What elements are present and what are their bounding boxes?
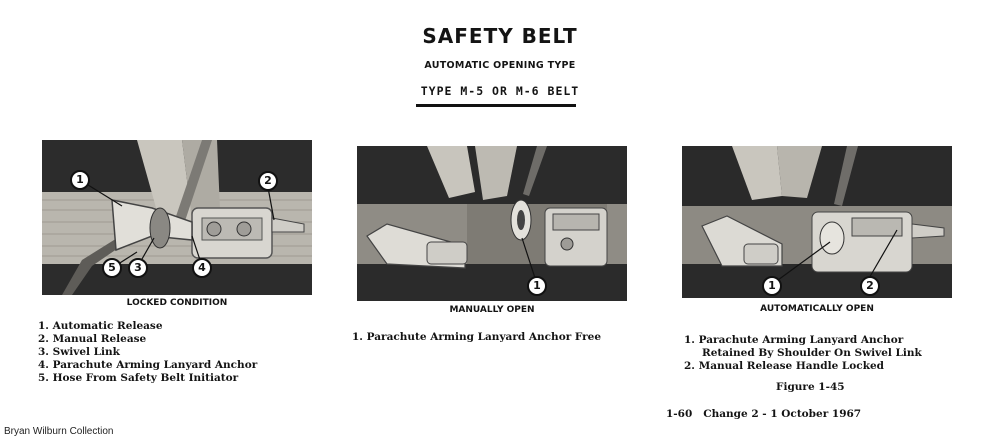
legend-item: 3. Swivel Link bbox=[38, 346, 120, 358]
locked-condition-legend bbox=[38, 320, 257, 385]
figure-label: Figure 1-45 bbox=[776, 381, 845, 393]
locked-condition-caption: LOCKED CONDITION bbox=[126, 298, 228, 308]
legend-item: 4. Parachute Arming Lanyard Anchor bbox=[38, 359, 258, 371]
legend-item: 1. Parachute Arming Lanyard Anchor bbox=[684, 334, 904, 346]
title-underline bbox=[416, 104, 576, 107]
belt-type-line: TYPE M-5 OR M-6 BELT bbox=[420, 84, 580, 98]
manually-open-legend bbox=[352, 331, 601, 344]
callout-marker: 3 bbox=[128, 258, 148, 278]
callout-marker: 5 bbox=[102, 258, 122, 278]
page-title: SAFETY BELT bbox=[422, 24, 578, 48]
callout-marker: 1 bbox=[762, 276, 782, 296]
callout-marker: 1 bbox=[70, 170, 90, 190]
callout-marker: 2 bbox=[258, 171, 278, 191]
automatically-open-callouts bbox=[682, 146, 952, 298]
legend-item: 2. Manual Release bbox=[38, 333, 147, 345]
page-subtitle: AUTOMATIC OPENING TYPE bbox=[424, 60, 576, 71]
collection-watermark: Bryan Wilburn Collection bbox=[4, 426, 114, 437]
callout-marker: 2 bbox=[860, 276, 880, 296]
legend-item: Retained By Shoulder On Swivel Link bbox=[702, 347, 922, 359]
automatically-open-legend bbox=[684, 334, 922, 373]
legend-item: 2. Manual Release Handle Locked bbox=[684, 360, 884, 372]
legend-item: 1. Automatic Release bbox=[38, 320, 163, 332]
locked-callouts bbox=[42, 140, 312, 295]
legend-item: 1. Parachute Arming Lanyard Anchor Free bbox=[352, 331, 602, 343]
page-footer: 1-60 Change 2 - 1 October 1967 bbox=[666, 408, 862, 420]
automatically-open-caption: AUTOMATICALLY OPEN bbox=[760, 304, 874, 314]
callout-marker: 1 bbox=[527, 276, 547, 296]
manually-open-caption: MANUALLY OPEN bbox=[449, 305, 535, 315]
manually-open-callouts bbox=[357, 146, 627, 301]
callout-marker: 4 bbox=[192, 258, 212, 278]
legend-item: 5. Hose From Safety Belt Initiator bbox=[38, 372, 239, 384]
